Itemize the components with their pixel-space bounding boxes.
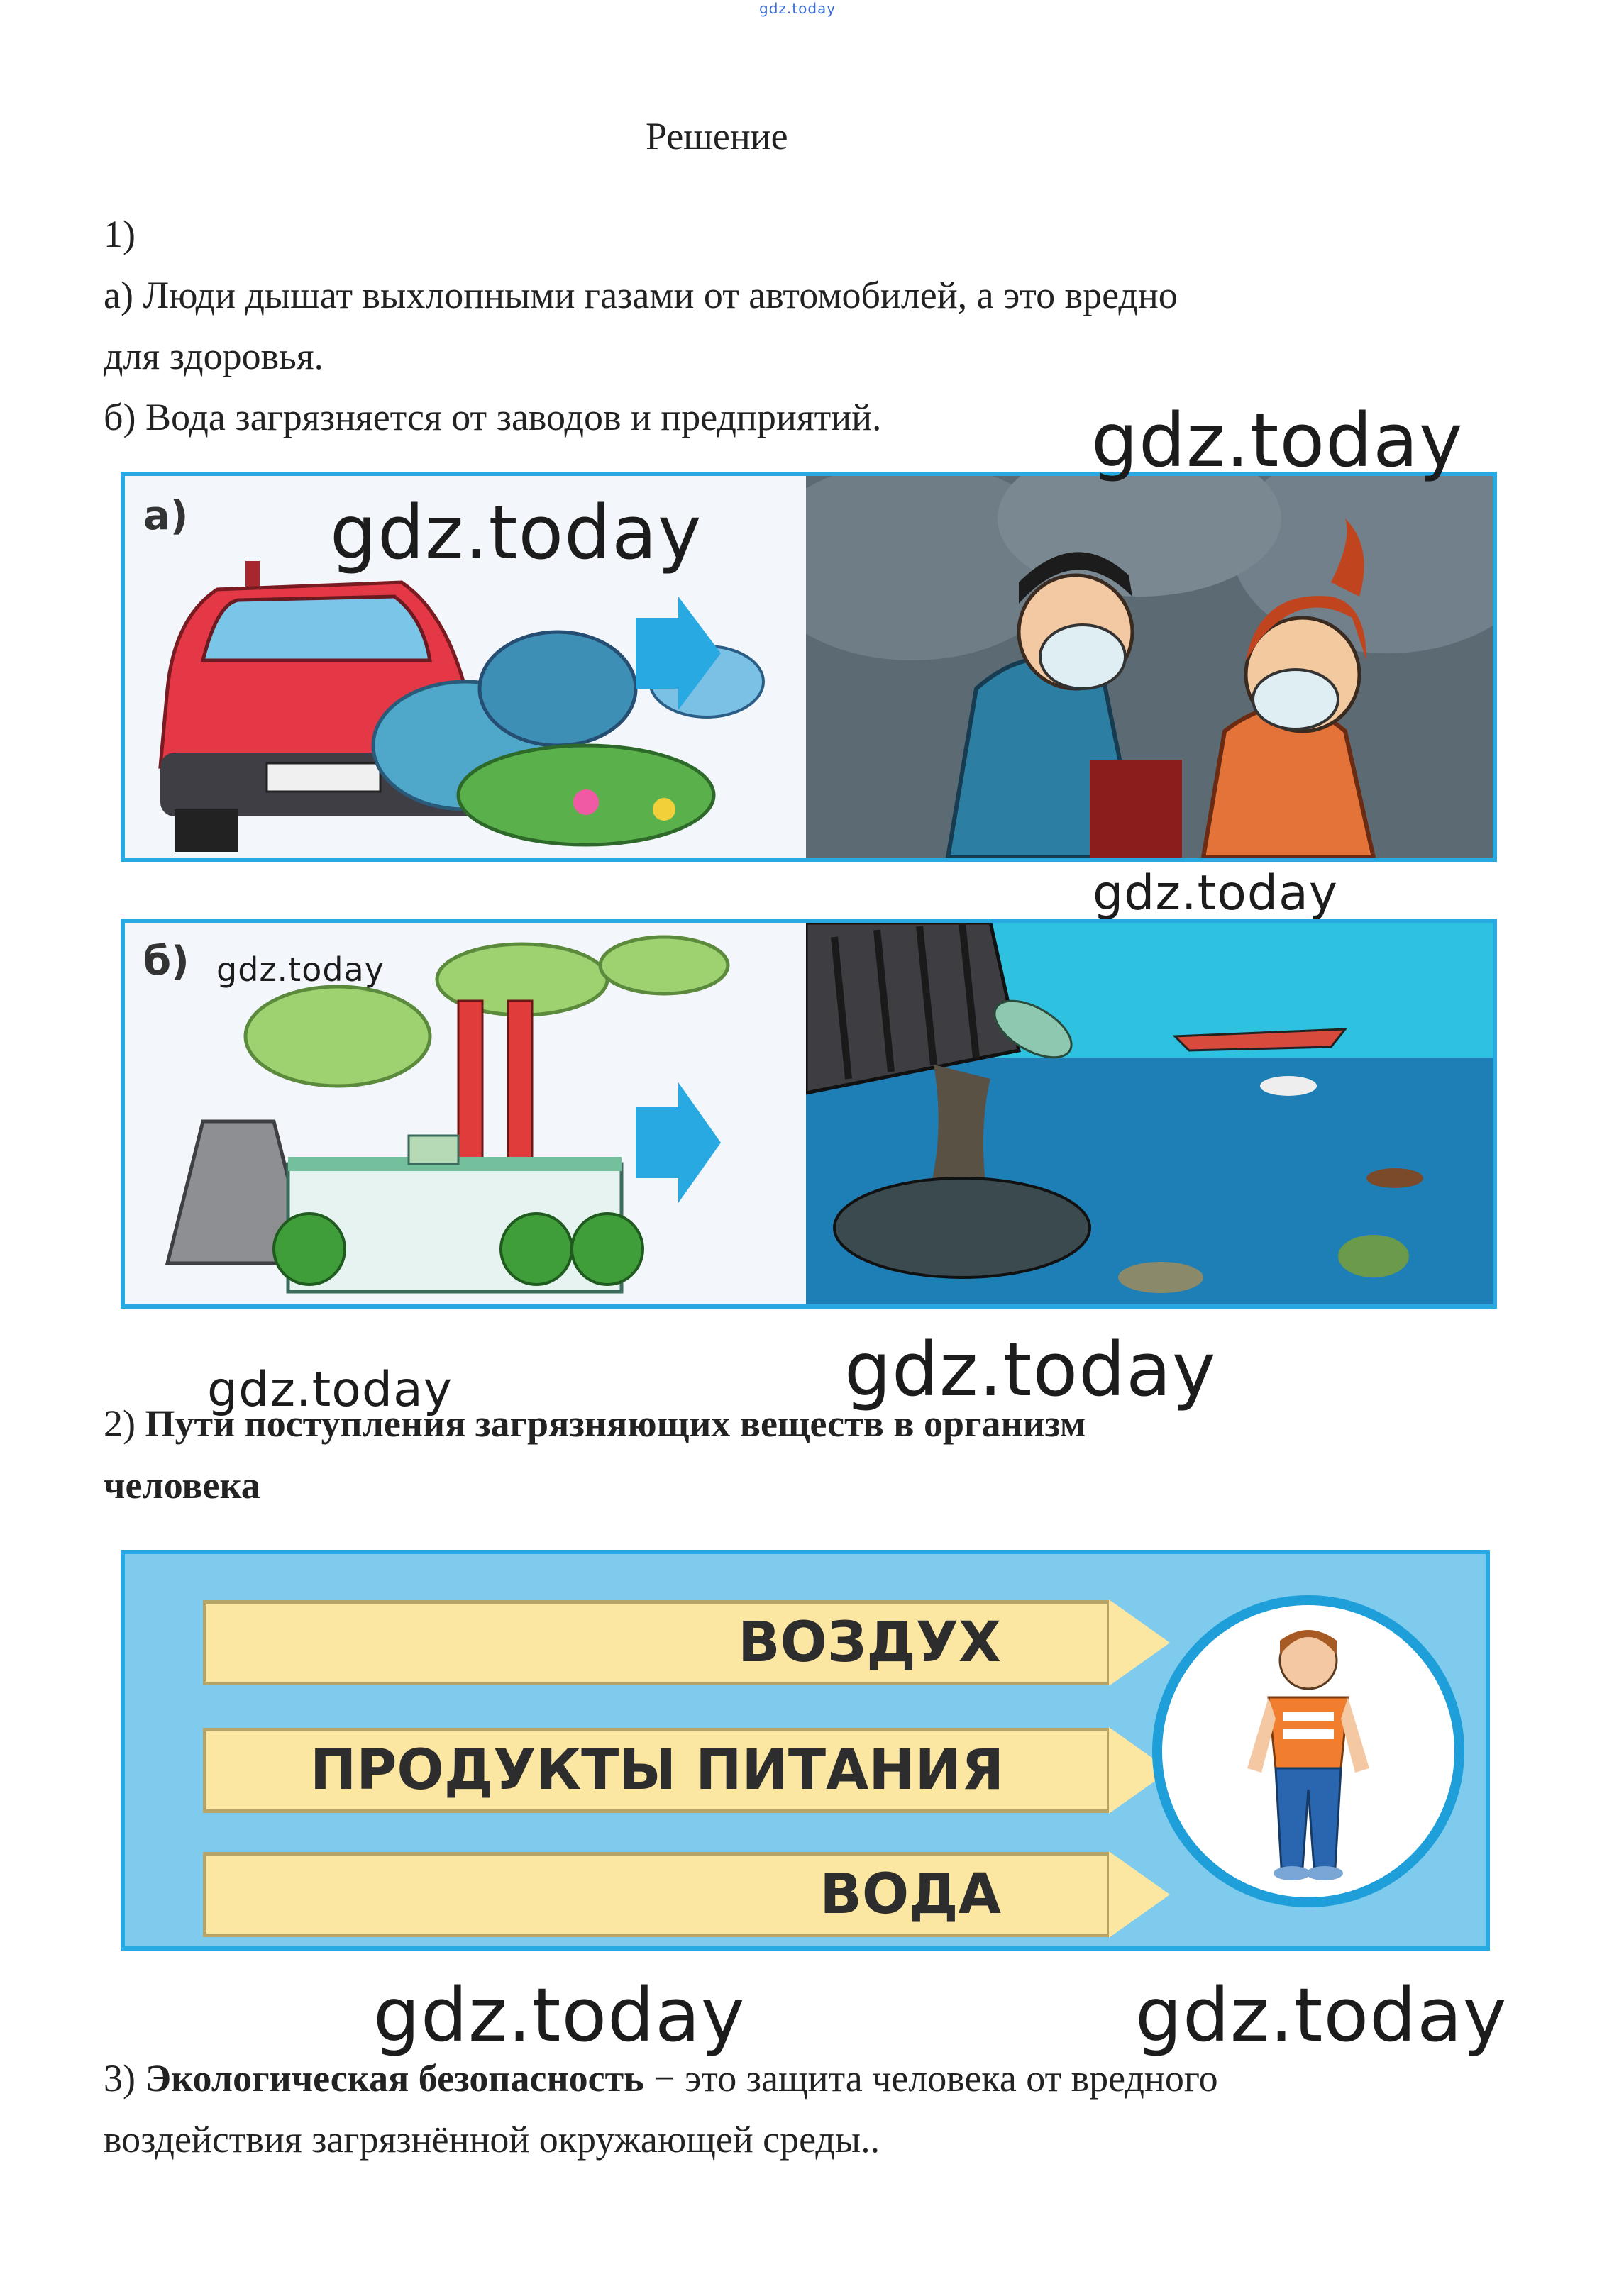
section1-line-a1: а) Люди дышат выхлопными газами от автомобилей, а это вредно: [104, 274, 1178, 316]
figure-a-label: а): [143, 493, 189, 539]
watermark-2: gdz.today: [330, 489, 702, 576]
watermark-8: gdz.today: [1135, 1972, 1508, 2058]
watermark-5: gdz.today: [844, 1326, 1217, 1413]
sign-food: ПРОДУКТЫ ПИТАНИЯ: [203, 1728, 1111, 1813]
watermark-3: gdz.today: [1093, 865, 1338, 921]
sign-water: ВОДА: [203, 1852, 1111, 1937]
watermark-1: gdz.today: [1091, 397, 1464, 484]
section2-title-line2: человека: [104, 1464, 260, 1507]
boy-circle: [1152, 1595, 1464, 1907]
section3-term: Экологическая безопасность: [145, 2057, 644, 2100]
watermark-6: gdz.today: [207, 1362, 453, 1418]
section3-line1: [104, 2056, 1218, 2102]
section2-title-part1: Пути поступления загрязняющих веществ в организм: [145, 1402, 1086, 1445]
polluted-water-illustration: [806, 923, 1493, 1304]
people-in-smog-illustration: [806, 476, 1493, 858]
section1-line-a2: для здоровья.: [104, 335, 324, 377]
section1-number: 1): [104, 213, 136, 255]
page-title: Решение: [646, 115, 788, 157]
watermark-top: gdz.today: [759, 0, 836, 17]
figure-b-label: б): [143, 938, 189, 985]
boy-illustration: [1162, 1605, 1454, 1897]
watermark-4: gdz.today: [216, 950, 385, 989]
section3-number: 3): [104, 2057, 136, 2100]
pollutant-paths-banner: [121, 1550, 1490, 1951]
section1-line-b: б) Вода загрязняется от заводов и предприятий.: [104, 396, 882, 438]
figure-a-right-panel: [806, 476, 1493, 858]
figure-b-right-panel: [806, 923, 1493, 1304]
watermark-7: gdz.today: [373, 1972, 746, 2058]
section3-definition: − это защита человека от вредного: [643, 2057, 1218, 2100]
section3-line2: воздействия загрязнённой окружающей среды..: [104, 2118, 880, 2161]
sign-air: ВОЗДУХ: [203, 1600, 1111, 1685]
figure-a-car-exhaust: [121, 472, 1497, 862]
section2-number: 2): [104, 1402, 136, 1445]
